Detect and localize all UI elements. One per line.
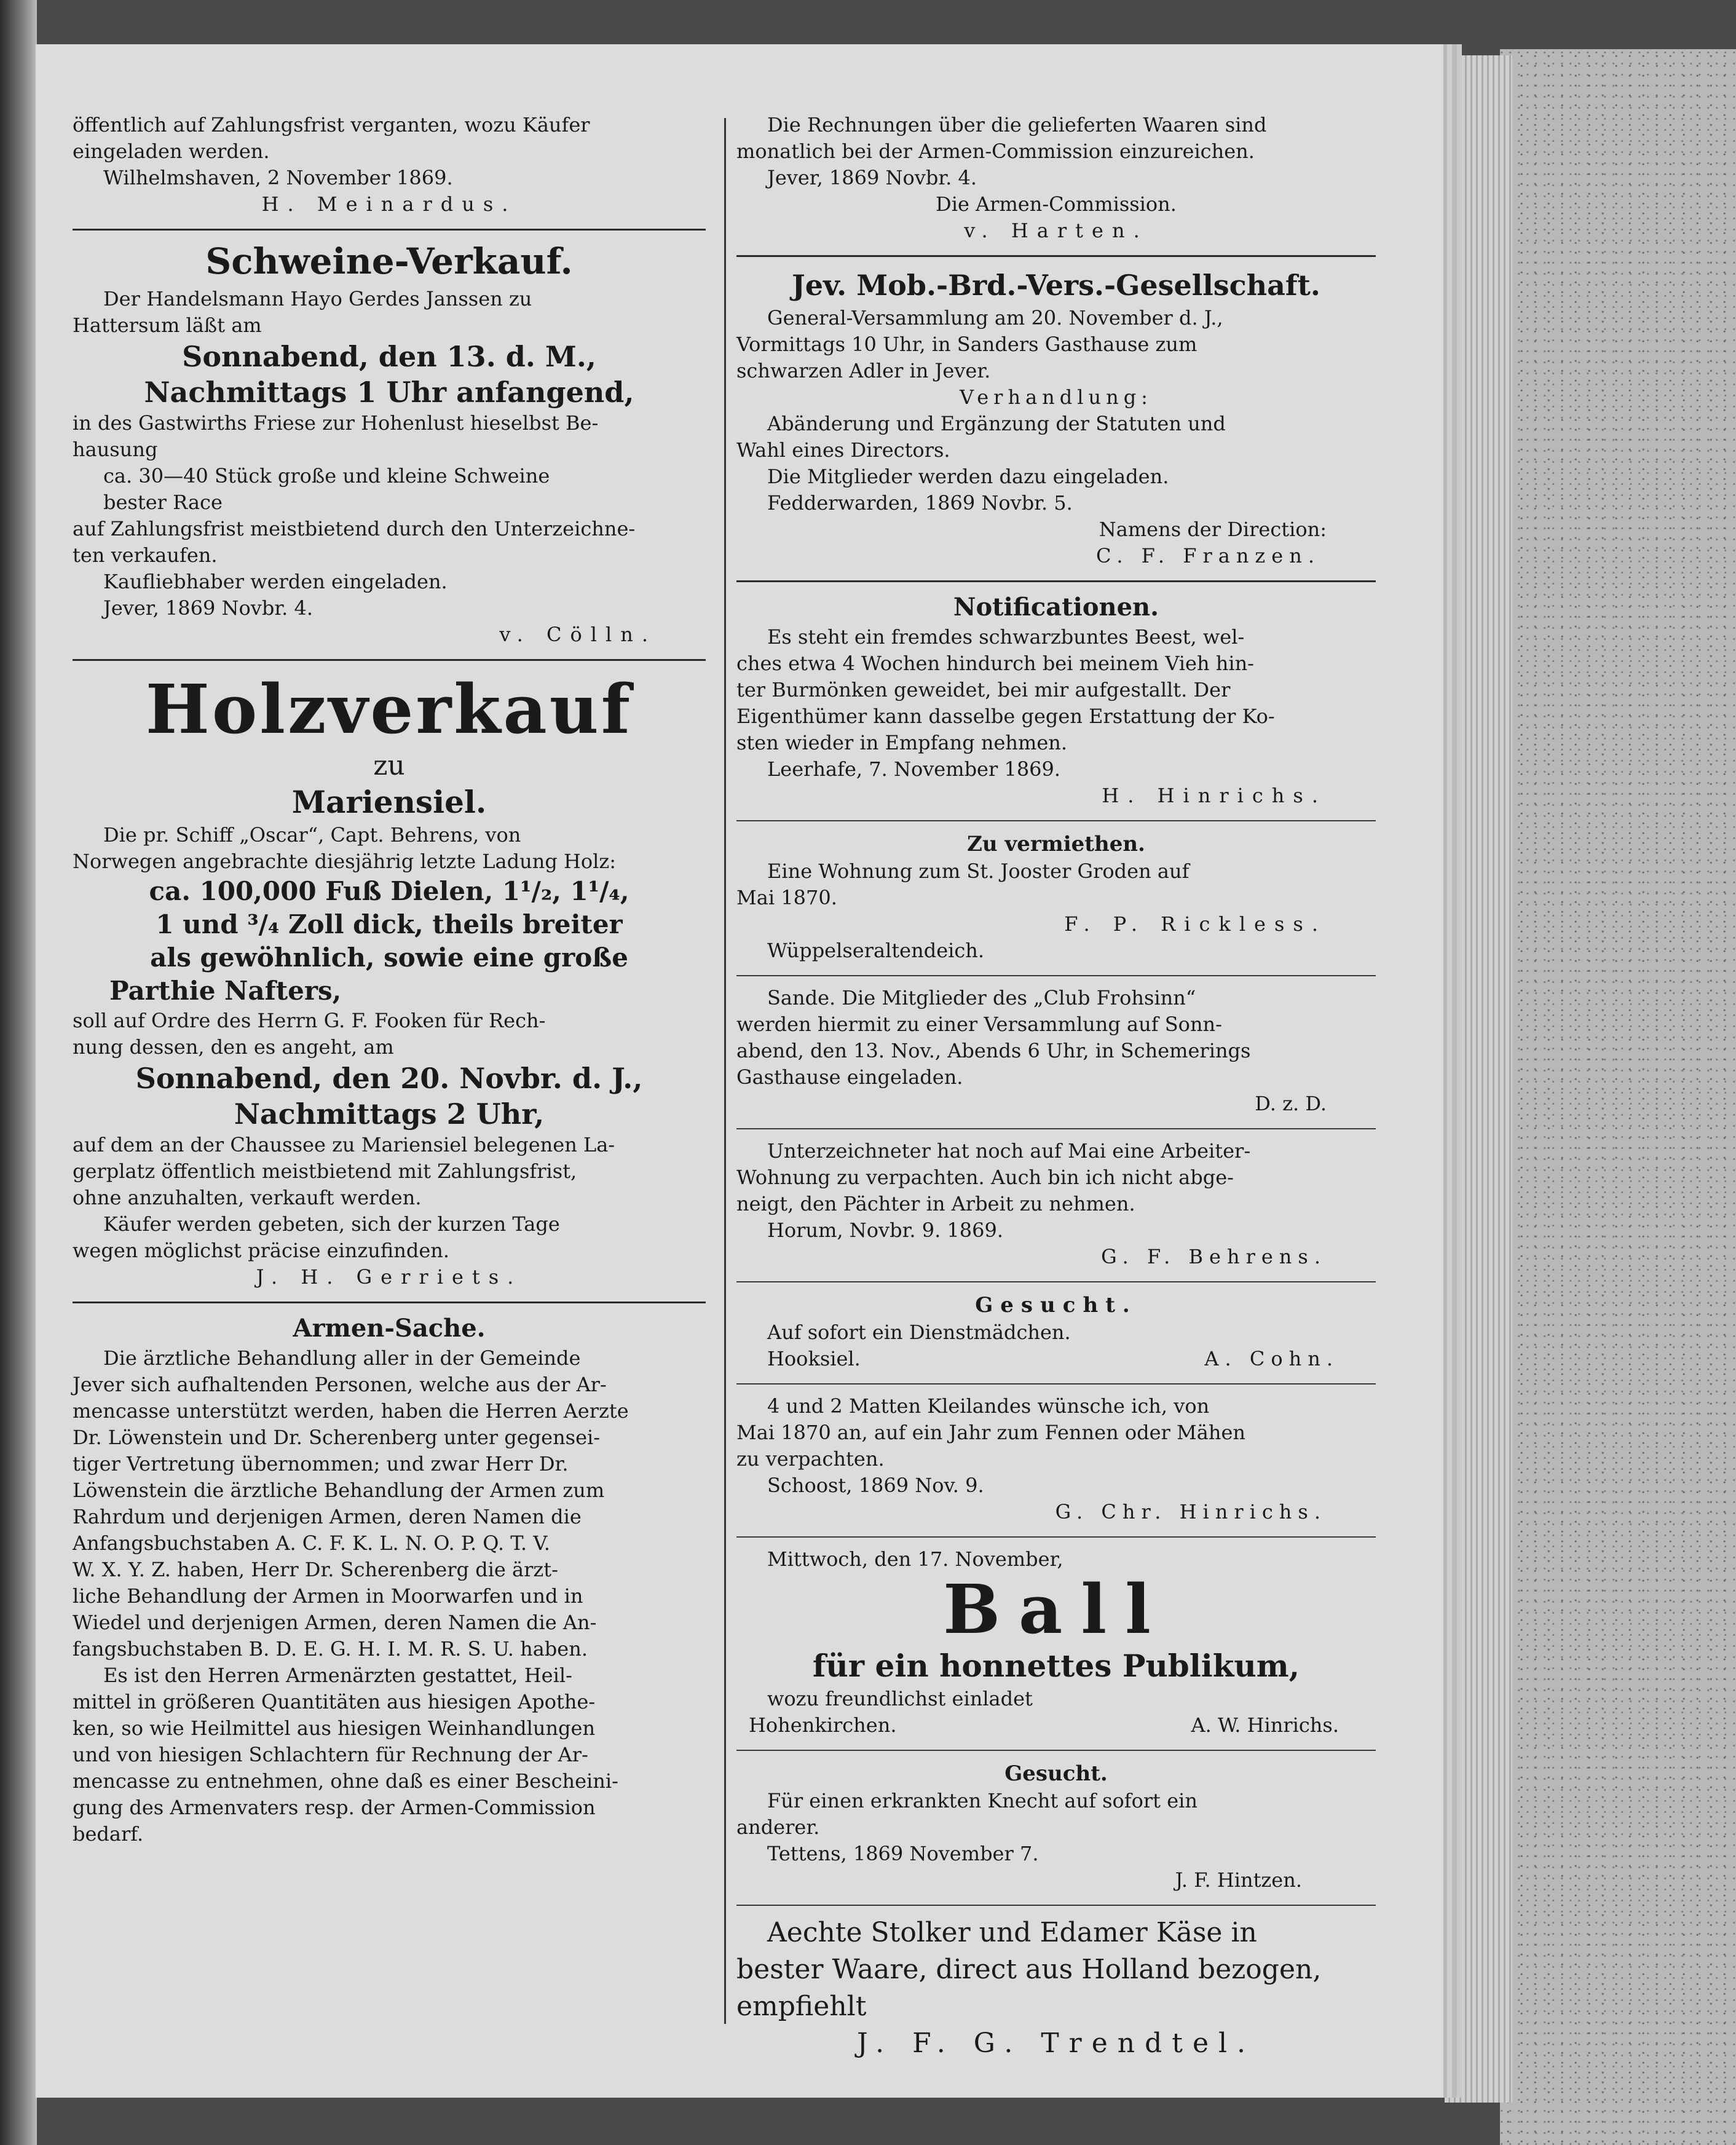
text-line: Eigenthümer kann dasselbe gegen Erstattung der Ko- bbox=[736, 705, 1275, 728]
text-line: neigt, den Pächter in Arbeit zu nehmen. bbox=[736, 1192, 1135, 1215]
signature: v. Harten. bbox=[964, 219, 1148, 242]
text-line: mencasse zu entnehmen, ohne daß es einer Bescheini- bbox=[73, 1769, 618, 1793]
text-line: Unterzeichneter hat noch auf Mai eine Arbeiter- bbox=[767, 1139, 1251, 1163]
notice-kleiland bbox=[736, 1393, 1376, 1525]
text-line: hausung bbox=[73, 438, 158, 461]
subheadline: für ein honnettes Publikum, bbox=[812, 1648, 1300, 1684]
notice-armen-commission bbox=[736, 112, 1376, 244]
place-signature-row bbox=[736, 1346, 1376, 1372]
headline: Notificationen. bbox=[953, 593, 1159, 622]
text-line: werden hiermit zu einer Versammlung auf Sonn- bbox=[736, 1013, 1222, 1036]
signature: H. Hinrichs. bbox=[1102, 784, 1327, 807]
divider bbox=[736, 975, 1376, 976]
signature: D. z. D. bbox=[1255, 1092, 1327, 1115]
text-line: nung dessen, den es angeht, am bbox=[73, 1035, 394, 1059]
notice-armen-sache bbox=[73, 1312, 706, 1847]
headline: Zu vermiethen. bbox=[967, 832, 1145, 856]
text-line: bedarf. bbox=[73, 1822, 144, 1846]
text-line: ken, so wie Heilmittel aus hiesigen Weinhandlungen bbox=[73, 1716, 596, 1740]
notice-arbeiterwohnung bbox=[736, 1138, 1376, 1270]
text-line: Fedderwarden, 1869 Novbr. 5. bbox=[767, 491, 1073, 515]
text-line: Jever sich aufhaltenden Personen, welche aus der Ar- bbox=[73, 1373, 607, 1396]
notice-gesucht-knecht bbox=[736, 1760, 1376, 1894]
page-edges bbox=[1445, 55, 1512, 2103]
notice-schweine-verkauf bbox=[73, 239, 706, 648]
text-line: Leerhafe, 7. November 1869. bbox=[767, 757, 1061, 781]
goods-line: ca. 100,000 Fuß Dielen, 1¹/₂, 1¹/₄, bbox=[149, 876, 629, 906]
text-line: Aechte Stolker und Edamer Käse in bbox=[767, 1917, 1257, 1948]
subheading: Verhandlung: bbox=[960, 385, 1153, 409]
text-line: öffentlich auf Zahlungsfrist verganten, wozu Käufer bbox=[73, 113, 590, 136]
text-line: Die ärztliche Behandlung aller in der Gemeinde bbox=[103, 1346, 581, 1370]
text-line: Jever, 1869 Novbr. 4. bbox=[767, 166, 977, 189]
signature: Namens der Direction: bbox=[1099, 518, 1327, 541]
text-line: 4 und 2 Matten Kleilandes wünsche ich, von bbox=[767, 1394, 1210, 1418]
divider bbox=[73, 659, 706, 661]
text-line: W. X. Y. Z. haben, Herr Dr. Scherenberg die ärzt- bbox=[73, 1558, 558, 1581]
column-divider bbox=[724, 118, 726, 2024]
text-line: Es steht ein fremdes schwarzbuntes Beest, wel- bbox=[767, 625, 1245, 649]
text-line: Hattersum läßt am bbox=[73, 314, 262, 337]
signature: J. H. Gerriets. bbox=[256, 1265, 523, 1289]
place-signature-row bbox=[736, 1712, 1376, 1739]
text-line: liche Behandlung der Armen in Moorwarfen und in bbox=[73, 1584, 583, 1608]
date-line: Sonnabend, den 20. Novbr. d. J., bbox=[135, 1062, 643, 1095]
text-line: wegen möglichst präcise einzufinden. bbox=[73, 1239, 450, 1262]
text-line: Jever, 1869 Novbr. 4. bbox=[103, 596, 313, 620]
time-line: Nachmittags 1 Uhr anfangend, bbox=[144, 376, 634, 409]
text-line: Für einen erkrankten Knecht auf sofort ein bbox=[767, 1789, 1197, 1812]
notice-club-frohsinn bbox=[736, 985, 1376, 1117]
signature: G. Chr. Hinrichs. bbox=[1055, 1500, 1327, 1523]
text-line: Horum, Novbr. 9. 1869. bbox=[767, 1219, 1004, 1242]
text-line: Gasthause eingeladen. bbox=[736, 1065, 963, 1089]
notice-holzverkauf bbox=[73, 670, 706, 1290]
headline: Schweine-Verkauf. bbox=[205, 240, 573, 282]
text-line: ter Burmönken geweidet, bei mir aufgestallt. Der bbox=[736, 678, 1231, 701]
divider bbox=[736, 1905, 1376, 1906]
notice-gesucht-dienstmaedchen bbox=[736, 1291, 1376, 1372]
text-line: Dr. Löwenstein und Dr. Scherenberg unter gegensei- bbox=[73, 1426, 601, 1449]
text-line: Sande. Die Mitglieder des „Club Frohsinn“ bbox=[767, 986, 1196, 1009]
divider bbox=[736, 1383, 1376, 1385]
divider bbox=[73, 1302, 706, 1303]
text-line: soll auf Ordre des Herrn G. F. Fooken für Rech- bbox=[73, 1009, 546, 1032]
signature: v. Cölln. bbox=[499, 623, 657, 646]
headline: Armen-Sache. bbox=[293, 1314, 486, 1343]
text-line: Mittwoch, den 17. November, bbox=[767, 1547, 1063, 1571]
text-line: gerplatz öffentlich meistbietend mit Zahlungsfrist, bbox=[73, 1159, 577, 1183]
text-line: Die pr. Schiff „Oscar“, Capt. Behrens, von bbox=[103, 823, 521, 847]
book-cover-board bbox=[1500, 49, 1736, 2145]
text-line: Kaufliebhaber werden eingeladen. bbox=[103, 570, 448, 593]
signature: C. F. Franzen. bbox=[1095, 544, 1320, 567]
text-line: ches etwa 4 Wochen hindurch bei meinem Vieh hin- bbox=[736, 652, 1254, 675]
text-line: abend, den 13. Nov., Abends 6 Uhr, in Schemerings bbox=[736, 1039, 1251, 1062]
text-line: fangsbuchstaben B. D. E. G. H. I. M. R. S. U. haben. bbox=[73, 1637, 588, 1661]
signature: H. Meinardus. bbox=[261, 192, 517, 216]
divider bbox=[736, 1281, 1376, 1282]
text-line: mittel in größeren Quantitäten aus hiesigen Apothe- bbox=[73, 1690, 596, 1713]
signature: A. W. Hinrichs. bbox=[1191, 1713, 1339, 1737]
text-line: tiger Vertretung übernommen; und zwar Herr Dr. bbox=[73, 1452, 569, 1475]
notice-kaese bbox=[736, 1914, 1376, 2062]
text-line: Abänderung und Ergänzung der Statuten und bbox=[767, 412, 1226, 435]
notice-versicherung bbox=[736, 266, 1376, 569]
text-line: gung des Armenvaters resp. der Armen-Commission bbox=[73, 1796, 596, 1819]
text-line: ten verkaufen. bbox=[73, 543, 218, 567]
signature: G. F. Behrens. bbox=[1101, 1245, 1327, 1268]
signature: J. F. G. Trendtel. bbox=[856, 2028, 1256, 2059]
headline: Ball bbox=[943, 1570, 1169, 1649]
place-text: Hooksiel. bbox=[767, 1347, 861, 1370]
text-line: Wiedel und derjenigen Armen, deren Namen die An- bbox=[73, 1611, 597, 1634]
signature: J. F. Hintzen. bbox=[1175, 1868, 1302, 1892]
newspaper-page bbox=[36, 44, 1443, 2098]
text-line: Eine Wohnung zum St. Jooster Groden auf bbox=[767, 859, 1190, 883]
text-line: monatlich bei der Armen-Commission einzureichen. bbox=[736, 140, 1255, 163]
text-line: Vormittags 10 Uhr, in Sanders Gasthause zum bbox=[736, 333, 1197, 356]
date-line: Sonnabend, den 13. d. M., bbox=[182, 340, 596, 373]
divider bbox=[736, 580, 1376, 582]
text-line: schwarzen Adler in Jever. bbox=[736, 359, 991, 382]
headline: Holzverkauf bbox=[145, 670, 633, 749]
text-line: Anfangsbuchstaben A. C. F. K. L. N. O. P. Q. T. V. bbox=[73, 1531, 550, 1555]
text-line: zu verpachten. bbox=[736, 1447, 885, 1471]
signature: A. Cohn. bbox=[1204, 1347, 1339, 1370]
text-line: zu bbox=[373, 750, 405, 781]
text-line: und von hiesigen Schlachtern für Rechnung der Ar- bbox=[73, 1743, 588, 1766]
signature: Die Armen-Commission. bbox=[936, 192, 1177, 216]
text-line: mencasse unterstützt werden, haben die Herren Aerzte bbox=[73, 1399, 629, 1423]
text-line: Wohnung zu verpachten. Auch bin ich nicht abge- bbox=[736, 1166, 1234, 1189]
text-line: General-Versammlung am 20. November d. J., bbox=[767, 306, 1223, 330]
right-column bbox=[736, 112, 1376, 2062]
text-line: ohne anzuhalten, verkauft werden. bbox=[73, 1186, 422, 1209]
place-text: Hohenkirchen. bbox=[749, 1713, 897, 1737]
text-line: eingeladen werden. bbox=[73, 140, 270, 163]
text-line: Die Mitglieder werden dazu eingeladen. bbox=[767, 465, 1169, 488]
notice-auction-wilhelmshaven bbox=[73, 112, 706, 218]
divider bbox=[736, 1536, 1376, 1538]
text-line: sten wieder in Empfang nehmen. bbox=[736, 731, 1068, 754]
signature: F. P. Rickless. bbox=[1064, 912, 1327, 936]
text-line: bester Race bbox=[103, 491, 223, 514]
text-line: Norwegen angebrachte diesjährig letzte Ladung Holz: bbox=[73, 850, 617, 873]
goods-line: Parthie Nafters, bbox=[109, 976, 342, 1006]
text-line: in des Gastwirths Friese zur Hohenlust hieselbst Be- bbox=[73, 411, 599, 435]
time-line: Nachmittags 2 Uhr, bbox=[234, 1097, 545, 1131]
headline: Gesucht. bbox=[1004, 1761, 1108, 1786]
text-line: Tettens, 1869 November 7. bbox=[767, 1842, 1039, 1865]
text-line: empfiehlt bbox=[736, 1991, 867, 2022]
text-line: Es ist den Herren Armenärzten gestattet, Heil- bbox=[103, 1664, 572, 1687]
text-line: wozu freundlichst einladet bbox=[767, 1687, 1033, 1710]
divider bbox=[736, 820, 1376, 821]
divider bbox=[736, 255, 1376, 257]
text-line: Wüppelseraltendeich. bbox=[767, 939, 985, 962]
text-line: Löwenstein die ärztliche Behandlung der Armen zum bbox=[73, 1479, 605, 1502]
divider bbox=[73, 229, 706, 231]
text-line: Mai 1870. bbox=[736, 886, 837, 909]
notice-notificationen bbox=[736, 591, 1376, 809]
text-line: Wilhelmshaven, 2 November 1869. bbox=[103, 166, 453, 189]
divider bbox=[736, 1750, 1376, 1751]
notice-zu-vermiethen bbox=[736, 830, 1376, 964]
text-line: Wahl eines Directors. bbox=[736, 438, 950, 462]
text-line: anderer. bbox=[736, 1815, 820, 1839]
place-name: Mariensiel. bbox=[291, 784, 487, 820]
goods-line: 1 und ³/₄ Zoll dick, theils breiter bbox=[156, 909, 623, 939]
text-line: Mai 1870 an, auf ein Jahr zum Fennen oder Mähen bbox=[736, 1421, 1245, 1444]
text-line: bester Waare, direct aus Holland bezogen, bbox=[736, 1954, 1322, 1985]
divider bbox=[736, 1128, 1376, 1129]
book-spine bbox=[0, 0, 37, 2145]
text-line: Auf sofort ein Dienstmädchen. bbox=[767, 1321, 1071, 1344]
notice-ball bbox=[736, 1546, 1376, 1739]
text-line: Der Handelsmann Hayo Gerdes Janssen zu bbox=[103, 287, 532, 310]
text-line: auf dem an der Chaussee zu Mariensiel belegenen La- bbox=[73, 1133, 615, 1156]
text-line: ca. 30—40 Stück große und kleine Schweine bbox=[103, 464, 550, 488]
headline: Gesucht. bbox=[975, 1293, 1137, 1317]
text-line: Käufer werden gebeten, sich der kurzen Tage bbox=[103, 1212, 560, 1236]
text-line: Rahrdum und derjenigen Armen, deren Namen die bbox=[73, 1505, 582, 1528]
left-column bbox=[73, 112, 706, 1847]
headline: Jev. Mob.-Brd.-Vers.-Gesellschaft. bbox=[792, 269, 1320, 302]
goods-line: als gewöhnlich, sowie eine große bbox=[150, 942, 628, 973]
text-line: Die Rechnungen über die gelieferten Waaren sind bbox=[767, 113, 1267, 136]
text-line: Schoost, 1869 Nov. 9. bbox=[767, 1474, 984, 1497]
text-line: auf Zahlungsfrist meistbietend durch den Unterzeichne- bbox=[73, 517, 636, 540]
